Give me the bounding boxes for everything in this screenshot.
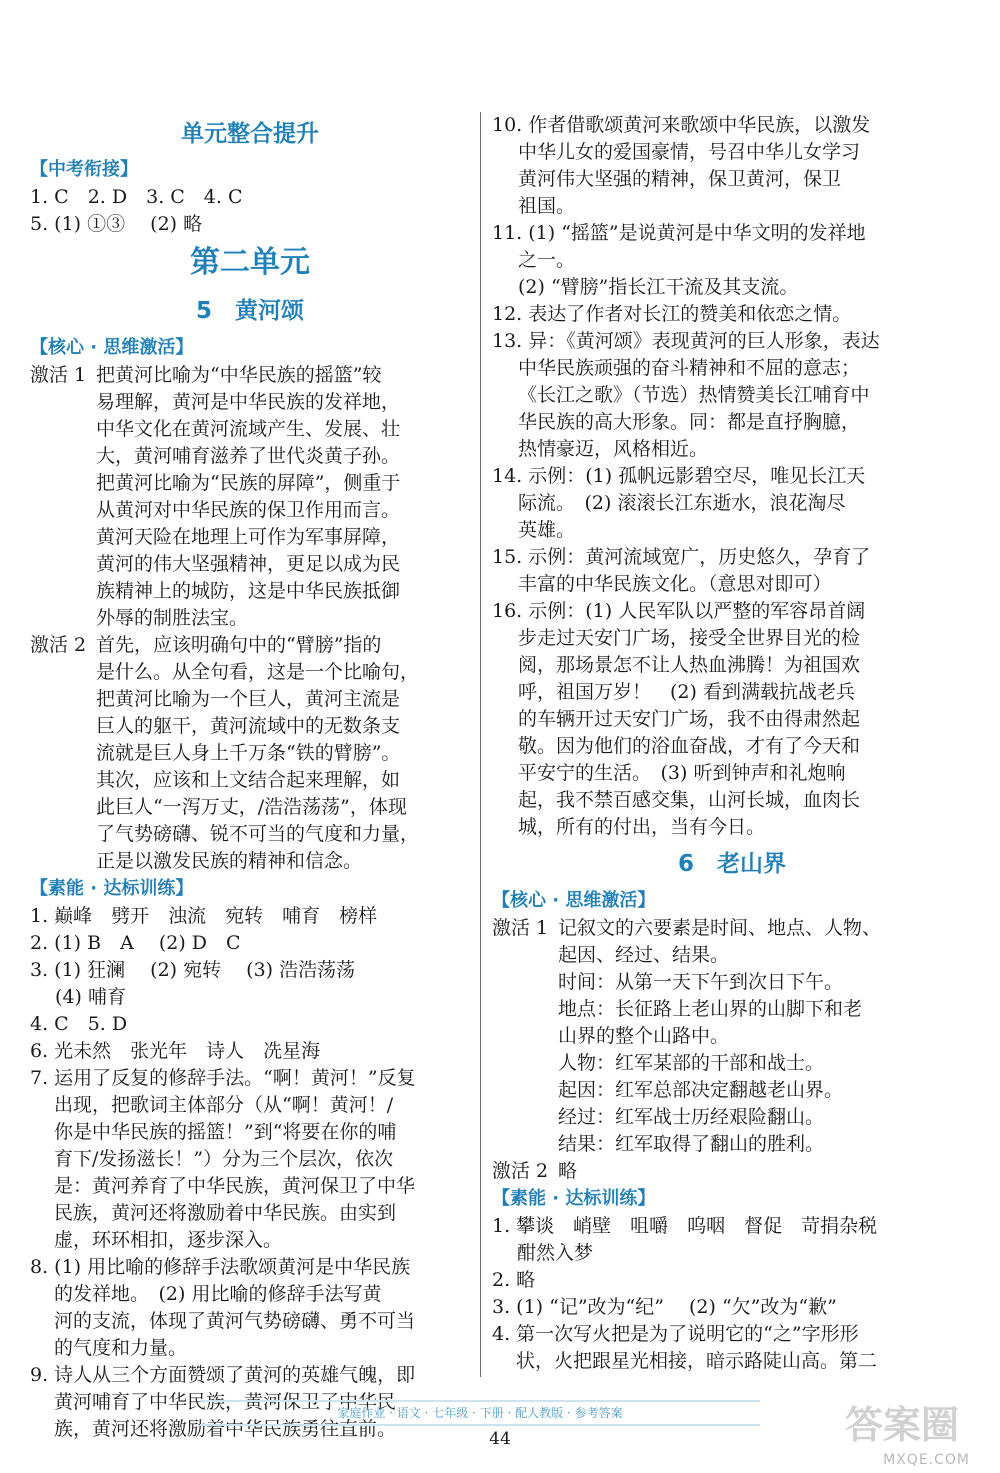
answer-line: 人物：红军某部的干部和战士。 bbox=[558, 1052, 825, 1074]
activation-1 bbox=[492, 915, 972, 1158]
answer-line: 易理解，黄河是中华民族的发祥地， bbox=[96, 391, 401, 413]
column-divider bbox=[480, 112, 481, 1377]
answer-line: 族，黄河还将激励着中华民族勇往直前。 bbox=[54, 1418, 397, 1440]
watermark-text: MXQE.COM bbox=[883, 1452, 970, 1468]
answer-line: 2. 略 bbox=[492, 1269, 536, 1291]
activation-label: 激活 1 bbox=[30, 364, 87, 386]
section-title: 第二单元 bbox=[190, 245, 310, 280]
answer-line: 阅，那场景怎不让人热血沸腾！为祖国欢 bbox=[518, 654, 861, 676]
answer-line: 16. 示例：(1) 人民军队以严整的军容昂首阔 bbox=[492, 600, 866, 622]
answer-line: 把黄河比喻为“民族的屏障”，侧重于 bbox=[96, 472, 401, 494]
core-tag: 【核心 · 思维激活】 bbox=[492, 890, 656, 911]
exam-answers bbox=[30, 184, 470, 238]
answer-line: 1. C 2. D 3. C 4. C bbox=[30, 186, 243, 208]
answer-line: 的车辆开过天安门广场，我不由得肃然起 bbox=[518, 708, 861, 730]
question-15 bbox=[492, 544, 972, 598]
answer-line: 大，黄河哺育滋养了世代炎黄子孙。 bbox=[96, 445, 401, 467]
question-11 bbox=[492, 220, 972, 301]
answer-line: 虚，环环相扣，逐步深入。 bbox=[54, 1229, 283, 1251]
answer-line: 敬。因为他们的浴血奋战，才有了今天和 bbox=[518, 735, 861, 757]
answer-line: 城，所有的付出，当有今日。 bbox=[518, 816, 766, 838]
activation-2 bbox=[492, 1158, 972, 1185]
train-tag: 【素能 · 达标训练】 bbox=[30, 878, 194, 899]
answer-line: 3. (1) 狂澜 (2) 宛转 (3) 浩浩荡荡 bbox=[30, 959, 356, 981]
lesson6-title: 6 老山界 bbox=[677, 851, 786, 877]
answer-line: 华民族的高大形象。同：都是直抒胸臆， bbox=[518, 411, 861, 433]
answer-line: 略 bbox=[558, 1160, 578, 1182]
question-14 bbox=[492, 463, 972, 544]
answer-line: 平安宁的生活。 (3) 听到钟声和礼炮响 bbox=[518, 762, 846, 784]
answer-line: 流就是巨人身上千万条“铁的臂膀”。 bbox=[96, 742, 401, 764]
answer-line: 14. 示例：(1) 孤帆远影碧空尽，唯见长江天 bbox=[492, 465, 866, 487]
activation-1 bbox=[30, 362, 470, 632]
unit-title: 单元整合提升 bbox=[181, 121, 319, 147]
answer-line: 状，火把跟星光相接，暗示路陡山高。第二 bbox=[516, 1350, 878, 1372]
answer-line: 8. (1) 用比喻的修辞手法歌颂黄河是中华民族 bbox=[30, 1256, 411, 1278]
activation-label: 激活 2 bbox=[30, 634, 87, 656]
answer-line: (2) “臂膀”指长江干流及其支流。 bbox=[518, 276, 799, 298]
answer-line: 外辱的制胜法宝。 bbox=[96, 607, 249, 629]
answer-line: 结果：红军取得了翻山的胜利。 bbox=[558, 1133, 825, 1155]
answer-line: 之一。 bbox=[518, 249, 576, 271]
activation-label: 激活 1 bbox=[492, 917, 549, 939]
answer-line: 13. 异：《黄河颂》表现黄河的巨人形象，表达 bbox=[492, 330, 880, 352]
answer-line: 3. (1) “记”改为“纪” (2) “欠”改为“歉” bbox=[492, 1296, 837, 1318]
question-7 bbox=[30, 1065, 470, 1254]
answer-line: 9. 诗人从三个方面赞颂了黄河的英雄气魄，即 bbox=[30, 1364, 416, 1386]
answer-line: 经过：红军战士历经艰险翻山。 bbox=[558, 1106, 825, 1128]
answer-line: 起因、经过、结果。 bbox=[558, 944, 730, 966]
footer-strip: 家庭作业 · 语文 · 七年级 · 下册 · 配人教版 · 参考答案 bbox=[200, 1400, 760, 1426]
answer-line: 步走过天安门广场，接受全世界目光的检 bbox=[518, 627, 861, 649]
answer-line: 把黄河比喻为一个巨人，黄河主流是 bbox=[96, 688, 401, 710]
answer-line: 山界的整个山路中。 bbox=[558, 1025, 730, 1047]
answer-line: 2. (1) B A (2) D C bbox=[30, 932, 241, 954]
question-12: 12. 表达了作者对长江的赞美和依恋之情。 bbox=[492, 303, 852, 325]
answer-line: 河的支流，体现了黄河气势磅礴、勇不可当 bbox=[54, 1310, 416, 1332]
answer-line: 《长江之歌》（节选）热情赞美长江哺育中 bbox=[518, 384, 870, 406]
right-column bbox=[492, 112, 972, 1375]
answer-line: 祖国。 bbox=[518, 195, 576, 217]
left-column bbox=[30, 112, 470, 1443]
answer-line: 丰富的中华民族文化。（意思对即可） bbox=[518, 573, 832, 595]
answer-line: 正是以激发民族的精神和信念。 bbox=[96, 850, 363, 872]
answer-line: 1. 攀谈 峭壁 咀嚼 呜咽 督促 苛捐杂税 bbox=[492, 1215, 878, 1237]
exam-tag: 【中考衔接】 bbox=[30, 159, 138, 180]
answer-line: 黄河天险在地理上可作为军事屏障， bbox=[96, 526, 401, 548]
answer-line: 中华文化在黄河流域产生、发展、壮 bbox=[96, 418, 401, 440]
answer-line: 此巨人“一泻万丈，/浩浩荡荡”，体现 bbox=[96, 796, 407, 818]
answer-line: 际流。 (2) 滚滚长江东逝水，浪花淘尽 bbox=[518, 492, 846, 514]
question-8 bbox=[30, 1254, 470, 1362]
answer-line: 热情豪迈，风格相近。 bbox=[518, 438, 709, 460]
answer-line: 时间：从第一天下午到次日下午。 bbox=[558, 971, 844, 993]
watermark-glyphs: 答案圈 bbox=[844, 1403, 960, 1447]
answer-line: 黄河的伟大坚强精神，更足以成为民 bbox=[96, 553, 401, 575]
answer-line: 4. 第一次写火把是为了说明它的“之”字形形 bbox=[492, 1323, 859, 1345]
answer-line: 记叙文的六要素是时间、地点、人物、 bbox=[558, 917, 882, 939]
lesson5-title: 5 黄河颂 bbox=[195, 298, 304, 324]
page-number: 44 bbox=[489, 1429, 511, 1449]
answer-line: 了气势磅礴、锐不可当的气度和力量， bbox=[96, 823, 420, 845]
answer-line: 把黄河比喻为“中华民族的摇篮”较 bbox=[96, 364, 382, 386]
answer-line: 其次，应该和上文结合起来理解，如 bbox=[96, 769, 401, 791]
answer-line: 从黄河对中华民族的保卫作用而言。 bbox=[96, 499, 401, 521]
answer-line: 巨人的躯干，黄河流域中的无数条支 bbox=[96, 715, 401, 737]
answer-line: 1. 巅峰 劈开 浊流 宛转 哺育 榜样 bbox=[30, 905, 378, 927]
answer-line: 5. (1) ①③ (2) 略 bbox=[30, 213, 203, 235]
answer-line: 起，我不禁百感交集，山河长城，血肉长 bbox=[518, 789, 861, 811]
answer-line: 6. 光未然 张光年 诗人 冼星海 bbox=[30, 1040, 321, 1062]
question-13 bbox=[492, 328, 972, 463]
answer-line: 是什么。从全句看，这是一个比喻句， bbox=[96, 661, 420, 683]
train-answers bbox=[30, 903, 470, 1065]
answer-line: 黄河伟大坚强的精神，保卫黄河，保卫 bbox=[518, 168, 842, 190]
answer-line: 中华民族顽强的奋斗精神和不屈的意志； bbox=[518, 357, 861, 379]
answer-line: 的发祥地。 (2) 用比喻的修辞手法写黄 bbox=[54, 1283, 382, 1305]
question-16 bbox=[492, 598, 972, 841]
activation-2 bbox=[30, 632, 470, 875]
answer-line: 是：黄河养育了中华民族，黄河保卫了中华 bbox=[54, 1175, 416, 1197]
question-10 bbox=[492, 112, 972, 220]
answer-line: 15. 示例：黄河流域宽广，历史悠久，孕育了 bbox=[492, 546, 871, 568]
core-tag: 【核心 · 思维激活】 bbox=[30, 337, 194, 358]
answer-line: 英雄。 bbox=[518, 519, 576, 541]
answer-line: 10. 作者借歌颂黄河来歌颂中华民族，以激发 bbox=[492, 114, 871, 136]
train-answers bbox=[492, 1213, 972, 1321]
answer-line: 育下/发扬滋长！”）分为三个层次，依次 bbox=[54, 1148, 394, 1170]
answer-line: 出现，把歌词主体部分（从“啊！黄河！/ bbox=[54, 1094, 394, 1116]
answer-line: 中华儿女的爱国豪情，号召中华儿女学习 bbox=[518, 141, 861, 163]
answer-line: 黄河哺育了中华民族，黄河保卫了中华民 bbox=[54, 1391, 397, 1413]
answer-line: 地点：长征路上老山界的山脚下和老 bbox=[558, 998, 863, 1020]
question-4 bbox=[492, 1321, 972, 1375]
train-tag: 【素能 · 达标训练】 bbox=[492, 1188, 656, 1209]
watermark-logo-icon bbox=[832, 1390, 972, 1460]
answer-line: 首先，应该明确句中的“臂膀”指的 bbox=[96, 634, 382, 656]
answer-line: 民族，黄河还将激励着中华民族。由实到 bbox=[54, 1202, 397, 1224]
answer-line: 4. C 5. D bbox=[30, 1013, 128, 1035]
answer-line: 7. 运用了反复的修辞手法。“啊！黄河！”反复 bbox=[30, 1067, 416, 1089]
answer-line: 你是中华民族的摇篮！”到“将要在你的哺 bbox=[54, 1121, 397, 1143]
answer-line: 起因：红军总部决定翻越老山界。 bbox=[558, 1079, 844, 1101]
activation-label: 激活 2 bbox=[492, 1160, 549, 1182]
answer-line: 11. (1) “摇篮”是说黄河是中华文明的发祥地 bbox=[492, 222, 866, 244]
answer-line: 的气度和力量。 bbox=[54, 1337, 188, 1359]
answer-line: 酣然入梦 bbox=[492, 1242, 594, 1264]
answer-line: (4) 哺育 bbox=[30, 986, 126, 1008]
answer-line: 族精神上的城防，这是中华民族抵御 bbox=[96, 580, 401, 602]
answer-line: 呼，祖国万岁！ (2) 看到满载抗战老兵 bbox=[518, 681, 855, 703]
